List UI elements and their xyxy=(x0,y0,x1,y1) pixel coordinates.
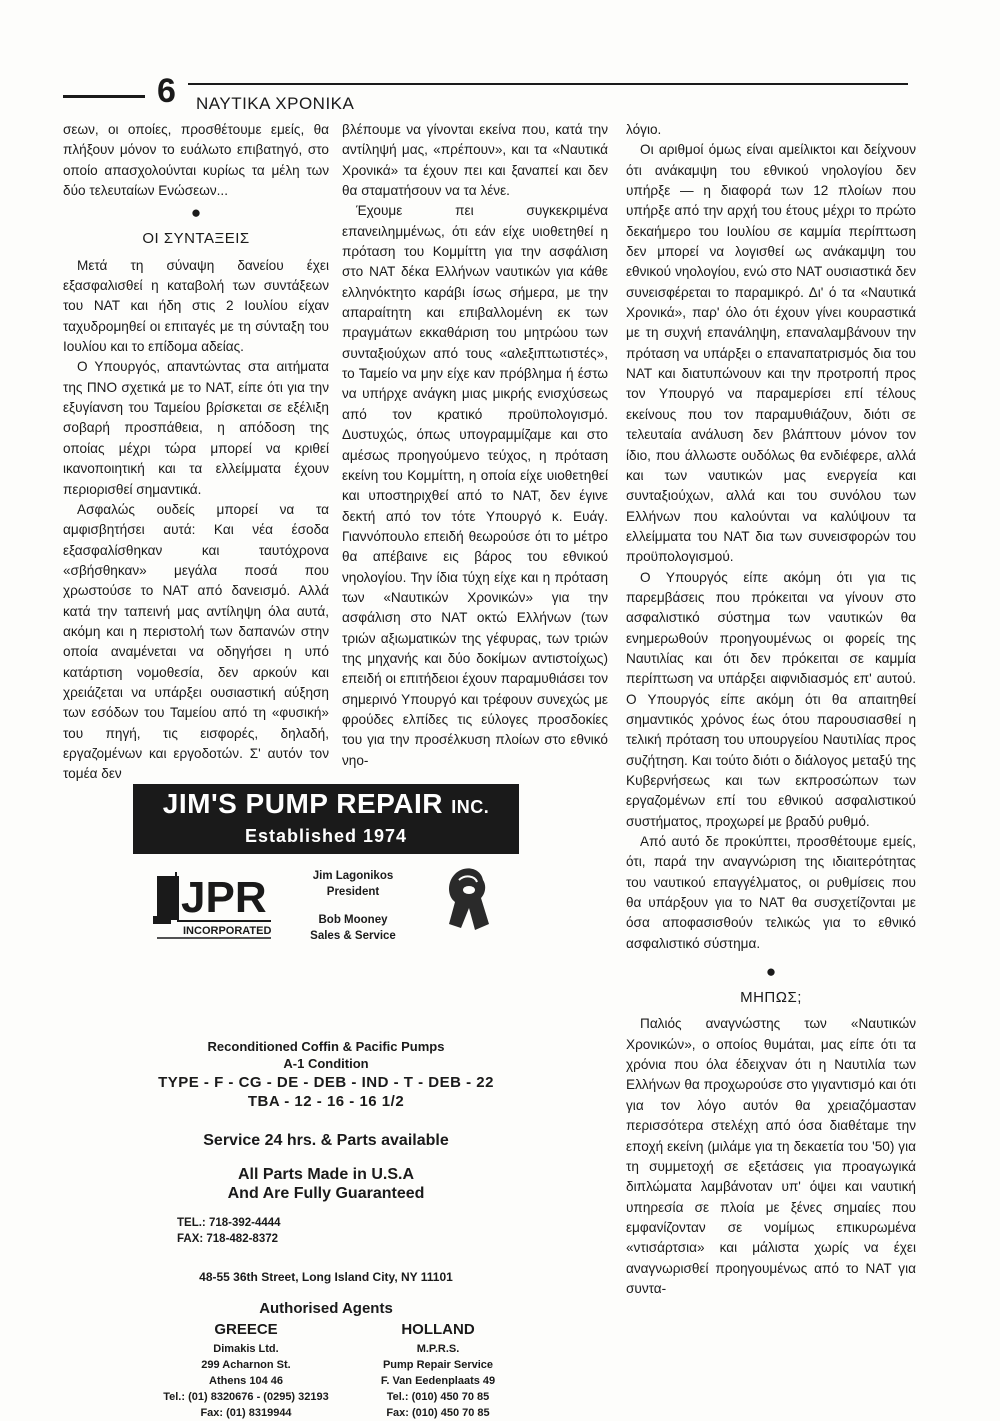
agent-name: Dimakis Ltd. xyxy=(213,1343,279,1355)
ad-address: 48-55 36th Street, Long Island City, NY 11101 xyxy=(199,1270,453,1284)
logo-subtext: INCORPORATED xyxy=(183,925,272,937)
person-role: Sales & Service xyxy=(310,930,396,942)
publication-name: ΝΑΥΤΙΚΑ ΧΡΟΝΙΚΑ xyxy=(196,94,355,113)
agent-street: 299 Acharnon St. xyxy=(201,1359,291,1371)
logo-letters: JPR xyxy=(181,873,267,922)
agent-tel: Tel.: (010) 450 70 85 xyxy=(386,1391,490,1403)
paragraph: σεων, οι οποίες, προσθέτουμε εμείς, θα πλήξουν μόνον το ευάλωτο επιβατηγό, στο οποίο απασχολούνται κυρίως τα μέλη των δύο τελευταίων Ενώσεων... xyxy=(63,122,329,199)
paragraph: Ο Υπουργός είπε ακόμη ότι για τις παρεμβάσεις που πρόκειται να γίνουν στο ασφαλιστικό σύστημα των ναυτικών θα ενημερωθούν προηγουμένως οι φορείς της Ναυτιλίας και ότι δεν πρόκειται σε καμμία περίπτωση να υπάρξει αιφνιδιασμός επ' αυτού. Ο Υπουργός είπε ακόμη ότι θα απαιτηθεί σημαντικός χρόνος έως ότου παρουσιασθεί η τελική πρόταση του υπουργείου Ναυτιλίας προς συζήτηση. Και τούτο διότι ο διάλογος μεταξύ της Κυβερνήσεως και των εκπροσώπων των εργαζομένων επί του εθνικού ασφαλιστικού συστήματος, προχωρεί με βραδύ ρυθμό. xyxy=(626,569,916,829)
ad-parts: All Parts Made in U.S.A xyxy=(237,1166,415,1183)
header-rule-left xyxy=(63,95,145,98)
paragraph: Παλιός αναγνώστης των «Ναυτικών Χρονικών», ο οποίος θυμάται, μας είπε ότι τα χρόνια που όλα έδειχναν ότι η Ναυτιλία των Ελλήνων θα προχωρούσε στο γιγαντισμό και ότι για τον λόγο αυτόν θα χρειαζόμασταν περισσότερα στελέχη από όσα διαθέταμε την εποχή εκείνη (μιλάμε για τη δεκαετία του '50) για τη συμμετοχή σε εξετάσεις για προαγωγικά διπλώματα λαμβάνοταν υπ' όψει και ναυτική υπηρεσία σε πλοία με ξένες σημαίες που εμφανίζονταν σε νομίμως επικυρωμένα «ντισάρτσια» και μάλιστα χωρίς να έχει αναγνωρισθεί προηγουμένως από το ΝΑΤ για συντα- xyxy=(626,1016,916,1296)
agent-company: Pump Repair Service xyxy=(382,1359,494,1371)
ad-logo-row xyxy=(133,854,519,954)
column-3 xyxy=(626,120,916,1299)
agent-name: M.P.R.S. xyxy=(416,1343,460,1355)
agent-tel: Tel.: (01) 8320676 - (0295) 32193 xyxy=(163,1391,329,1403)
ad-agents-heading: Authorised Agents xyxy=(259,1300,393,1317)
agent-fax: Fax: (010) 450 70 85 xyxy=(386,1407,490,1419)
section-heading: ΜΗΠΩΣ; xyxy=(740,989,802,1007)
ad-established: Established 1974 xyxy=(244,826,408,846)
pump-illustration-icon xyxy=(435,864,497,934)
section-bullet-icon: ● xyxy=(765,962,777,982)
header-rule-right xyxy=(188,83,908,85)
ad-pump-types: TBA - 12 - 16 - 16 1/2 xyxy=(247,1093,405,1110)
ad-company-name: JIM'S PUMP REPAIR xyxy=(162,788,443,819)
ad-company-suffix: INC. xyxy=(451,797,490,817)
agent-country: GREECE xyxy=(214,1321,278,1338)
ad-pump-types: TYPE - F - CG - DE - DEB - IND - T - DEB - 22 xyxy=(158,1074,494,1091)
agent-street: F. Van Eedenplaats 49 xyxy=(380,1375,496,1387)
person-name: Bob Mooney xyxy=(318,914,388,926)
paragraph: λόγιο. xyxy=(626,122,662,137)
person-name: Jim Lagonikos xyxy=(312,870,394,882)
section-heading: ΟΙ ΣΥΝΤΑΞΕΙΣ xyxy=(142,230,250,248)
page-number: 6 xyxy=(157,72,176,110)
paragraph: Από αυτό δε προκύπτει, προσθέτουμε εμείς, ότι, παρά την αναγνώριση της ιδιαιτερότητας του ναυτικού επαγγέλματος, οι ρυθμίσεις που θα υπάρξουν για το ΝΑΤ θα συσχετίζονται με όσα αποφασισθούν τελικώς για το εθνικό ασφαλιστικό σύστημα. xyxy=(626,834,916,951)
ad-parts: And Are Fully Guaranteed xyxy=(227,1185,425,1202)
paragraph: Έχουμε πει συγκεκριμένα επανειλημμένως, ότι εάν είχε υιοθετηθεί η πρόταση του Κομμίττη για την ασφάλιση στο ΝΑΤ δέκα Ελλήνων ναυτικών για κάθε ελληνόκτητο καράβι ίσως σήμερα, με την απαραίτητη και επιβαλλομένη εκ των πραγμάτων εκκαθάριση του μητρώου των συνταξιούχων από τους «αλεξιπτωτιστές», το Ταμείο να μην είχε καν πρόβλημα ή έστω να υπήρχε ανάγκη μιας μικρής ενισχύσεως από τον κρατικό προϋπολογισμό. Δυστυχώς, όπως υπογραμμίζαμε και στο αμέσως προηγούμενο τεύχος, η πρόταση εκείνη του Κομμίττη, η οποία είχε υιοθετηθεί και υποστηριχθεί από το ΝΑΤ, δεν έγινε δεκτή από τον τότε Υπουργό κ. Ευάγ. Γιαννόπουλο επειδή θεωρούσε ότι το μέτρο θα απέβαινε εις βάρος του εθνικού νηολογίου. Την ίδια τύχη είχε και η πρόταση των «Ναυτικών Χρονικών» για την ασφάλιση στο ΝΑΤ οκτώ Ελλήνων (των τριών αξιωματικών της γέφυρας, των τριών της μηχανής και δύο δοκίμων αντιστοίχως) επειδή οι επιτήδειοι έχουν παραμυθιάσει τον σημερινό Υπουργό και τρέφουν συνεχώς με φρούδες ελπίδες τις εύλογες προσδοκίες του για την προσέλκυση πλοίων στο εθνικό νηο- xyxy=(342,203,608,768)
agent-greece xyxy=(141,1319,351,1421)
paragraph: Ασφαλώς ουδείς μπορεί να τα αμφισβητήσει αυτά: Και νέα έσοδα εξασφαλίσθηκαν και ταυτόχρονα «σβήσθηκαν» μεγάλα ποσά που χρωστούσε το ΝΑΤ από δανεισμό. Αλλά κατά την ταπεινή μας αντίληψη όλα αυτά, ακόμη και η περιστολή των δαπανών στην οποία αναμένεται να οδηγήσει η υπό κατάρτιση νομοθεσία, δεν αρκούν και χρειάζεται να υπάρξει ουσιαστική αύξηση των εσόδων του Ταμείου από τη «φυσική» του πηγή, τις εισφορές, δηλαδή, εργαζομένων και εργοδοτών. Σ' αυτόν τον τομέα δεν xyxy=(63,501,329,782)
pump-repair-advertisement xyxy=(133,784,519,1419)
ad-phone-block xyxy=(133,1215,519,1247)
paragraph: Μετά τη σύναψη δανείου έχει εξασφαλισθεί η καταβολή των συντάξεων του ΝΑΤ και ήδη στις 2 Ιουλίου είχαν ταχυδρομηθεί οι επιταγές με τη σύνταξη του Ιουλίου και το επίδομα αδείας. xyxy=(63,257,329,355)
person-role: President xyxy=(326,886,380,898)
ad-agents xyxy=(133,1319,519,1419)
paragraph: Ο Υπουργός, απαντώντας στα αιτήματα της ΠΝΟ σχετικά με το ΝΑΤ, είπε ότι για την εξυγίανση του Ταμείου βρίσκεται σε εξέλιξη σοβαρή προσπάθεια, η απόδοση της οποίας μέχρι τώρα μπορεί να κριθεί ικανοποιητική και τα ελλείμματα έχουν περιορισθεί σημαντικά. xyxy=(63,359,329,497)
ad-line: Reconditioned Coffin & Pacific Pumps xyxy=(207,1039,445,1054)
column-2 xyxy=(342,120,608,771)
agent-fax: Fax: (01) 8319944 xyxy=(200,1407,292,1419)
ad-body xyxy=(133,1038,519,1419)
ad-title xyxy=(133,788,519,823)
agent-country: HOLLAND xyxy=(401,1321,475,1338)
ad-service: Service 24 hrs. & Parts available xyxy=(203,1132,449,1149)
agent-city: Athens 104 46 xyxy=(209,1375,283,1387)
ad-fax: FAX: 718-482-8372 xyxy=(177,1233,279,1245)
jpr-logo-icon xyxy=(153,866,273,942)
ad-banner xyxy=(133,784,519,854)
ad-line: A-1 Condition xyxy=(283,1056,369,1071)
ad-contacts xyxy=(299,868,407,944)
paragraph: Οι αριθμοί όμως είναι αμείλικτοι και δείχνουν ότι ανάκαμψη του εθνικού νηολογίου δεν υπήρξε — η διαφορά των 12 πλοίων που υπήρξε από την αρχή του έτους μέχρι το πρώτο δεκαήμερο του Ιουλίου σε καμμία περίπτωση δεν μπορεί να λογισθεί ως ανάκαμψη του εθνικού νηολογίου, ενώ στο ΝΑΤ ουσιαστικά δεν συνεισφέρεται το παραμικρό. Δι' ό τα «Ναυτικά Χρονικά», παρ' όλο ότι έχουν γίνει κουραστικά με τη συχνή επανάληψη, επαναλαμβάνουν την πρόταση να υπάρξει ο επαναπατρισμός δια του ΝΑΤ και διατυπώνουν και την προτροπή προς τον Υπουργό να παραμερίσει επί τέλους εκείνους που τον παραμυθιάζουν, διότι σε τελευταία ανάλυση δεν βλάπτουν μόνον τον ίδιο, που άλλωστε ουδόλως θα ενδιέφερε, αλλά και των ναυτικών μας ενεργεία και συνταξιούχων, αλλά και του συνόλου των Ελλήνων που καλούνται να καλύψουν τα ελλείμματα του ΝΑΤ δια των συνεισφορών του προϋπολογισμού. xyxy=(626,142,916,565)
ad-tel: TEL.: 718-392-4444 xyxy=(177,1217,281,1229)
column-1 xyxy=(63,120,329,785)
paragraph: βλέπουμε να γίνονται εκείνα που, κατά την αντίληψή μας, «πρέπουν», και τα «Ναυτικά Χρονικά» τα έχουν πει και ξαναπεί και δεν θα σταματήσουν να τα λένε. xyxy=(342,122,608,199)
agent-holland xyxy=(359,1319,517,1421)
section-bullet-icon: ● xyxy=(190,203,202,223)
